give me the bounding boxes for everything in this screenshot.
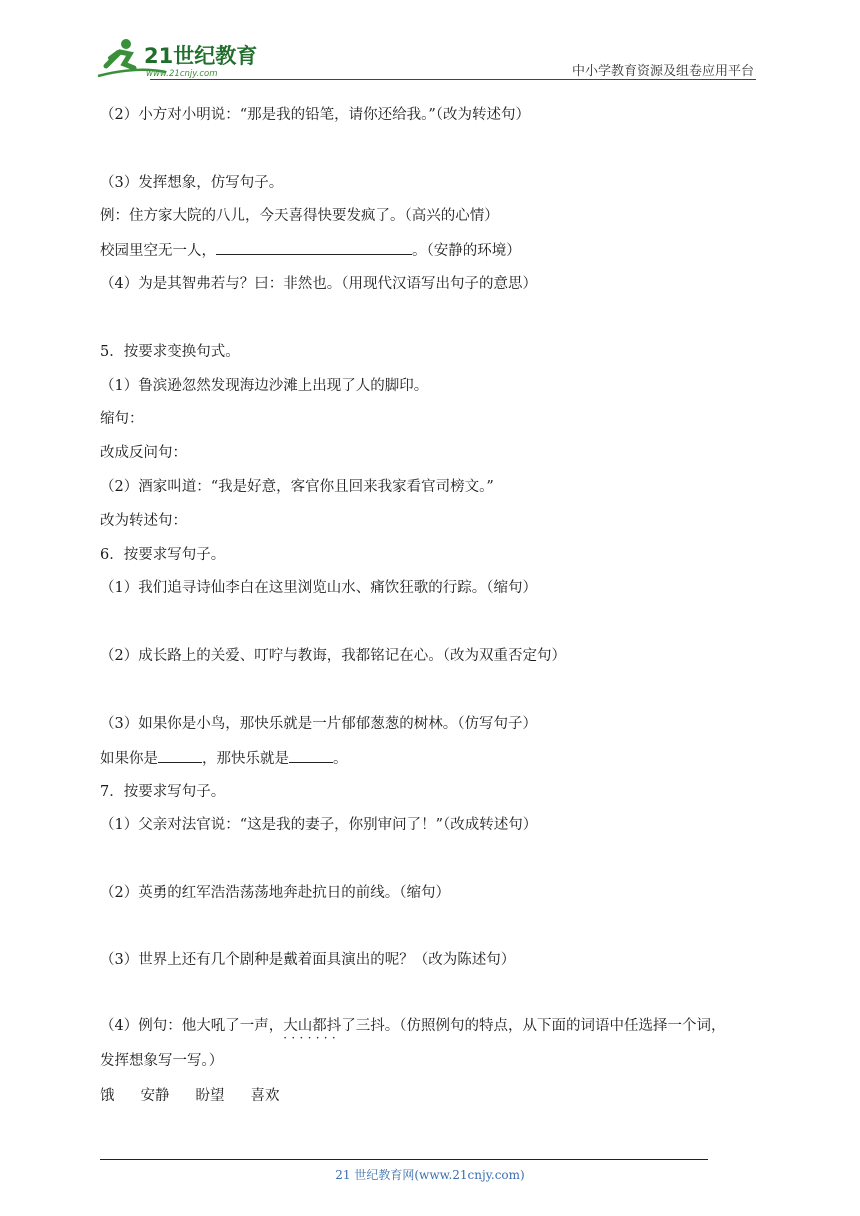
word-choice: 喜欢: [250, 1088, 280, 1104]
footer-divider: [100, 1159, 708, 1160]
q4-3-fill-line: [100, 240, 521, 261]
q7-2-text: （2）英勇的红军浩浩荡荡地奔赴抗日的前线。（缩句）: [100, 885, 450, 901]
q5-2-indirect-label: 改为转述句：: [100, 513, 187, 529]
answer-blank[interactable]: [216, 240, 412, 255]
emphasized-phrase: 大山都抖了三抖 ·······: [283, 1018, 385, 1045]
emphasis-dots: ·······: [283, 1031, 341, 1045]
q5-1-rhetorical-label: 改成反问句：: [100, 445, 187, 461]
q4-2-text: （2）小方对小明说：“那是我的铅笔，请你还给我。”（改为转述句）: [100, 107, 531, 123]
footer-link[interactable]: 21 世纪教育网(www.21cnjy.com): [335, 1168, 525, 1182]
q6-1-text: （1）我们追寻诗仙李白在这里浏览山水、痛饮狂歌的行踪。（缩句）: [100, 580, 537, 596]
q7-3-text: （3）世界上还有几个剧种是戴着面具演出的呢？（改为陈述句）: [100, 952, 516, 968]
q6-2-text: （2）成长路上的关爱、叮咛与教诲，我都铭记在心。（改为双重否定句）: [100, 648, 566, 664]
q5-1-condense-label: 缩句：: [100, 411, 144, 427]
example-suffix: 。（仿照例句的特点，从下面的词语中任选择一个词，: [384, 1018, 726, 1034]
q7-heading: 7．按要求写句子。: [100, 784, 226, 800]
q7-4-text: [100, 1016, 726, 1045]
q6-3-text: （3）如果你是小鸟，那快乐就是一片郁郁葱葱的树林。（仿写句子）: [100, 716, 537, 732]
word-choice: 盼望: [195, 1088, 225, 1104]
q6-heading: 6．按要求写句子。: [100, 547, 226, 563]
word-choice: 安静: [140, 1088, 170, 1104]
example-prefix: （4）例句：他大吼了一声，: [100, 1018, 284, 1034]
q5-2-text: （2）酒家叫道：“我是好意，客官你且回来我家看官司榜文。”: [100, 479, 494, 495]
q7-1-text: （1）父亲对法官说：“这是我的妻子，你别审问了！”（改成转述句）: [100, 817, 538, 833]
q4-3-text: （3）发挥想象，仿写句子。: [100, 175, 284, 191]
q7-4-continuation: 发挥想象写一写。）: [100, 1053, 224, 1069]
fill-prefix: 如果你是: [100, 751, 158, 767]
platform-name: 中小学教育资源及组卷应用平台: [571, 64, 754, 79]
header-divider: [150, 79, 756, 80]
21cnjy-logo-icon: [96, 36, 266, 80]
q6-3-fill-line: [100, 748, 348, 769]
fill-suffix: 。（安静的环境）: [412, 243, 521, 259]
q5-heading: 5．按要求变换句式。: [100, 344, 240, 360]
svg-text:21世纪教育: 21世纪教育: [144, 44, 258, 68]
q4-3-example: 例：住方家大院的八儿，今天喜得快要发疯了。（高兴的心情）: [100, 208, 499, 224]
fill-middle: ，那快乐就是: [202, 751, 289, 767]
fill-suffix: 。: [333, 751, 348, 767]
page-header: [0, 0, 860, 80]
answer-blank-2[interactable]: [289, 748, 333, 763]
q4-4-text: （4）为是其智弗若与？曰：非然也。（用现代汉语写出句子的意思）: [100, 276, 537, 292]
q5-1-text: （1）鲁滨逊忽然发现海边沙滩上出现了人的脚印。: [100, 378, 429, 394]
word-choice: 饿: [100, 1088, 115, 1104]
fill-prefix: 校园里空无一人，: [100, 243, 216, 259]
word-choices: [100, 1086, 306, 1106]
answer-blank-1[interactable]: [158, 748, 202, 763]
svg-text:www.21cnjy.com: www.21cnjy.com: [146, 69, 218, 79]
